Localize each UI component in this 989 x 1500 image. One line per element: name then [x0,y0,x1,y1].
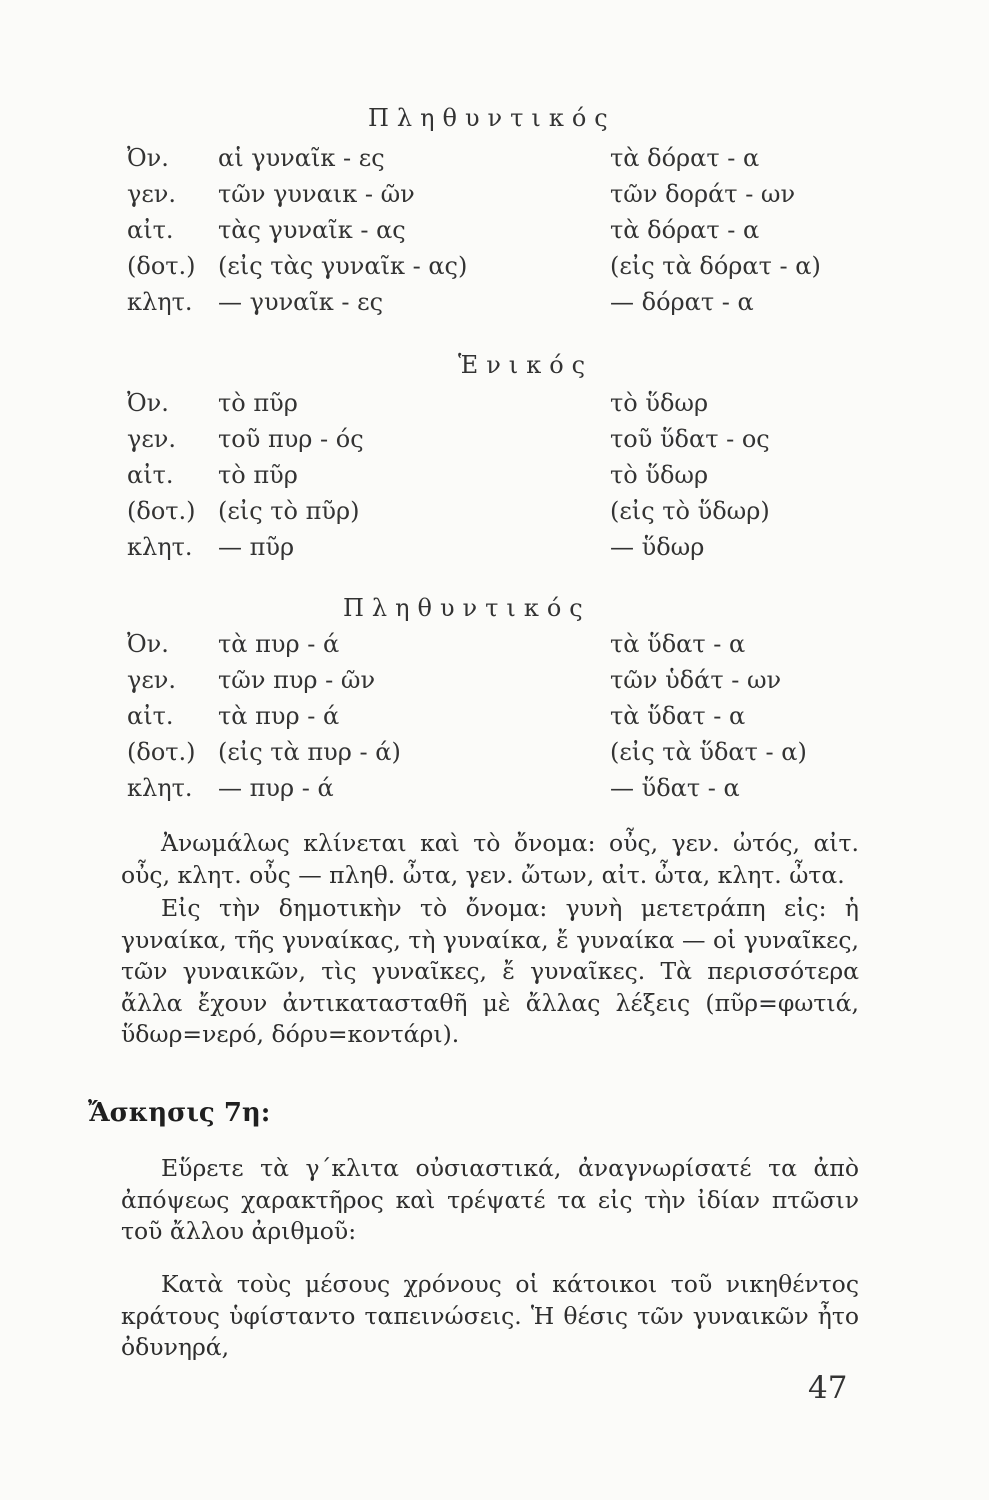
paragraph-demotic: Εἰς τὴν δημοτικὴν τὸ ὄνομα: γυνὴ μετετράπη εἰς: ἡ γυναίκα, τῆς γυναίκας, τὴ γυναίκα, ἔ γυναίκα — οἱ γυναῖκες, τῶν γυναικῶν, τὶς γυναῖκες, ἔ γυναῖκες. Τὰ περισσότερα ἄλλα ἔχουν ἀντικατασταθῆ μὲ ἄλλας λέξεις (πῦρ=φωτιά, ὕδωρ=νερό, δόρυ=κοντάρι). [121,894,859,1048]
table-row [0,389,989,425]
case-label: αἰτ. [127,461,174,489]
table-row [0,461,989,497]
table-row [0,144,989,180]
table-row [0,425,989,461]
form-pyr: (εἰς τὰ πυρ - ά) [218,738,401,766]
table-row [0,630,989,666]
form-pyr: τὰ πυρ - ά [218,702,340,730]
section-title-plural-2: Πληθυντικός [343,594,591,622]
form-hydor: (εἰς τὸ ὕδωρ) [610,497,770,525]
form-hydor: τῶν ὑδάτ - ων [610,666,782,694]
form-pyr: τοῦ πυρ - ός [218,425,364,453]
form-pyr: τὸ πῦρ [218,389,298,417]
exercise-heading: Ἄσκησις 7η: [88,1098,271,1128]
section-title-singular: Ἑνικός [458,351,594,379]
form-hydor: τὰ ὕδατ - α [610,630,746,658]
paragraph-irregular-noun: Ἀνωμάλως κλίνεται καὶ τὸ ὄνομα: οὖς, γεν. ὠτός, αἰτ. οὖς, κλητ. οὖς — πληθ. ὦτα, γεν. ὤτων, αἰτ. ὦτα, κλητ. ὦτα. [121,829,859,889]
form-pyr: τῶν πυρ - ῶν [218,666,376,694]
form-pyr: τὸ πῦρ [218,461,298,489]
case-label: κλητ. [127,288,193,316]
case-label: Ὀν. [127,144,169,172]
form-hydor: τὸ ὕδωρ [610,389,709,417]
form-hydor: — ὕδατ - α [610,774,740,802]
case-label: αἰτ. [127,702,174,730]
case-label: γεν. [127,180,176,208]
form-gynaika: — γυναῖκ - ες [218,288,384,316]
table-row [0,216,989,252]
case-label: γεν. [127,425,176,453]
form-hydor: τὰ ὕδατ - α [610,702,746,730]
case-label: (δοτ.) [127,738,196,766]
table-row [0,180,989,216]
form-pyr: τὰ πυρ - ά [218,630,340,658]
table-row [0,774,989,810]
page-number: 47 [808,1370,848,1406]
table-row [0,497,989,533]
case-label: Ὀν. [127,630,169,658]
form-pyr: — πῦρ [218,533,295,561]
case-label: γεν. [127,666,176,694]
form-dory: τὰ δόρατ - α [610,144,760,172]
table-row [0,702,989,738]
form-hydor: (εἰς τὰ ὕδατ - α) [610,738,807,766]
table-row [0,533,989,569]
case-label: αἰτ. [127,216,174,244]
form-hydor: τοῦ ὕδατ - ος [610,425,770,453]
case-label: (δοτ.) [127,497,196,525]
case-label: κλητ. [127,533,193,561]
table-row [0,666,989,702]
paragraph-exercise-instructions: Εὕρετε τὰ γ΄κλιτα οὐσιαστικά, ἀναγνωρίσατέ τα ἀπὸ ἀπόψεως χαρακτῆρος καὶ τρέψατέ τα εἰς τὴν ἰδίαν πτῶσιν τοῦ ἄλλου ἀριθμοῦ: [121,1154,859,1245]
form-gynaika: (εἰς τὰς γυναῖκ - ας) [218,252,468,280]
table-row [0,288,989,324]
form-dory: — δόρατ - α [610,288,754,316]
form-gynaika: τὰς γυναῖκ - ας [218,216,406,244]
form-hydor: — ὕδωρ [610,533,705,561]
section-title-plural-1: Πληθυντικός [368,104,616,132]
case-label: Ὀν. [127,389,169,417]
form-pyr: (εἰς τὸ πῦρ) [218,497,360,525]
form-hydor: τὸ ὕδωρ [610,461,709,489]
form-dory: (εἰς τὰ δόρατ - α) [610,252,821,280]
form-dory: τὰ δόρατ - α [610,216,760,244]
form-gynaika: τῶν γυναικ - ῶν [218,180,415,208]
table-row [0,738,989,774]
table-row [0,252,989,288]
case-label: κλητ. [127,774,193,802]
form-gynaika: αἱ γυναῖκ - ες [218,144,385,172]
case-label: (δοτ.) [127,252,196,280]
form-dory: τῶν δοράτ - ων [610,180,796,208]
paragraph-exercise-text: Κατὰ τοὺς μέσους χρόνους οἱ κάτοικοι τοῦ νικηθέντος κράτους ὑφίσταντο ταπεινώσεις. Ἡ θέσις τῶν γυναικῶν ἦτο ὀδυνηρά, [121,1270,859,1361]
form-pyr: — πυρ - ά [218,774,334,802]
